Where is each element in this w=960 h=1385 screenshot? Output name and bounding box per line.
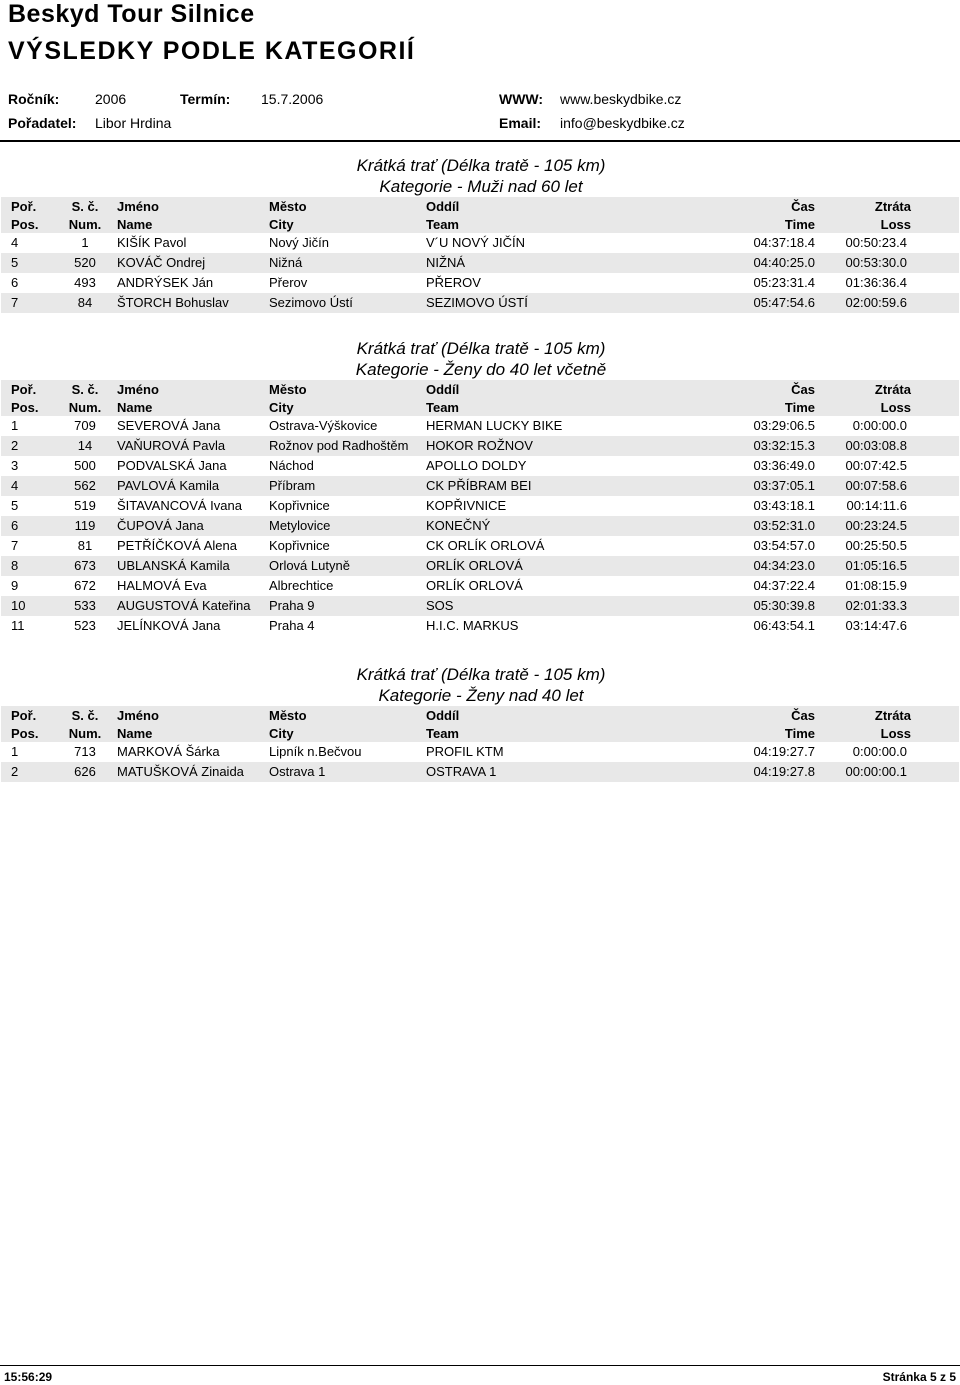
- column-header-pos: Pos.: [11, 726, 39, 741]
- column-header-city: City: [269, 726, 294, 741]
- section-title-category: Kategorie - Muži nad 60 let: [379, 177, 583, 196]
- cell-team: H.I.C. MARKUS: [426, 618, 519, 633]
- cell-loss: 0:00:00.0: [852, 744, 907, 759]
- column-header-name: Name: [117, 400, 153, 415]
- cell-name: MATUŠKOVÁ Zinaida: [117, 764, 244, 779]
- table-row: [1, 273, 959, 293]
- table-row: [1, 742, 959, 762]
- cell-name: ČUPOVÁ Jana: [117, 518, 204, 533]
- cell-loss: 00:07:58.6: [845, 478, 907, 493]
- column-header-num: S. č.: [71, 199, 99, 214]
- poradatel-label: Pořadatel:: [8, 115, 77, 131]
- cell-city: Přerov: [269, 275, 308, 290]
- cell-pos: 2: [11, 764, 19, 779]
- footer-divider: [0, 1365, 960, 1366]
- cell-pos: 5: [11, 255, 19, 270]
- table-row: [1, 233, 959, 253]
- cell-num: 709: [74, 418, 96, 433]
- cell-num: 523: [74, 618, 96, 633]
- cell-loss: 01:36:36.4: [845, 275, 907, 290]
- cell-time: 03:43:18.1: [753, 498, 815, 513]
- cell-time: 04:19:27.8: [753, 764, 815, 779]
- column-header-row: [1, 399, 959, 416]
- cell-name: VAŇUROVÁ Pavla: [117, 438, 226, 453]
- email-label: Email:: [499, 115, 542, 131]
- cell-loss: 00:00:00.1: [845, 764, 907, 779]
- cell-pos: 7: [11, 295, 19, 310]
- cell-team: ORLÍK ORLOVÁ: [426, 558, 523, 573]
- cell-team: HOKOR ROŽNOV: [426, 438, 533, 453]
- column-header-team: Team: [426, 217, 459, 232]
- cell-loss: 00:50:23.4: [845, 235, 907, 250]
- cell-time: 05:47:54.6: [753, 295, 815, 310]
- column-header-row: [1, 706, 959, 725]
- cell-city: Ostrava-Výškovice: [269, 418, 378, 433]
- column-header-row: [1, 197, 959, 216]
- cell-num: 562: [74, 478, 96, 493]
- cell-num: 713: [74, 744, 96, 759]
- column-header-pos: Poř.: [11, 708, 37, 723]
- cell-city: Ostrava 1: [269, 764, 326, 779]
- cell-team: HERMAN LUCKY BIKE: [426, 418, 563, 433]
- column-header-pos: Poř.: [11, 382, 37, 397]
- cell-loss: 00:14:11.6: [846, 498, 907, 513]
- table-row: [1, 556, 959, 576]
- column-header-row: [1, 380, 959, 399]
- column-header-pos: Poř.: [11, 199, 37, 214]
- cell-num: 626: [74, 764, 96, 779]
- column-header-num: Num.: [68, 400, 102, 415]
- section-title-track: Krátká trať (Délka tratě - 105 km): [356, 156, 606, 175]
- cell-num: 14: [77, 438, 93, 453]
- poradatel-value: Libor Hrdina: [95, 115, 172, 131]
- cell-name: PAVLOVÁ Kamila: [117, 478, 220, 493]
- cell-pos: 1: [11, 744, 19, 759]
- column-header-pos: Pos.: [11, 217, 39, 232]
- column-header-loss: Loss: [880, 726, 911, 741]
- column-header-time: Time: [784, 400, 815, 415]
- column-header-loss: Ztráta: [874, 382, 911, 397]
- cell-team: PROFIL KTM: [426, 744, 504, 759]
- cell-team: OSTRAVA 1: [426, 764, 497, 779]
- section-title-category: Kategorie - Ženy nad 40 let: [378, 686, 584, 705]
- column-header-team: Team: [426, 400, 459, 415]
- cell-team: V´U NOVÝ JIČÍN: [426, 235, 525, 250]
- cell-team: SOS: [426, 598, 454, 613]
- cell-time: 05:23:31.4: [753, 275, 815, 290]
- column-header-time: Čas: [791, 382, 815, 397]
- cell-team: ORLÍK ORLOVÁ: [426, 578, 523, 593]
- table-row: [1, 456, 959, 476]
- cell-time: 03:37:05.1: [753, 478, 815, 493]
- cell-team: APOLLO DOLDY: [426, 458, 527, 473]
- header-divider: [0, 140, 960, 142]
- cell-pos: 11: [11, 618, 25, 633]
- cell-city: Nový Jičín: [269, 235, 329, 250]
- cell-team: NIŽNÁ: [426, 255, 465, 270]
- cell-loss: 03:14:47.6: [845, 618, 907, 633]
- cell-city: Nižná: [269, 255, 303, 270]
- table-row: [1, 576, 959, 596]
- column-header-name: Name: [117, 217, 153, 232]
- column-header-num: Num.: [68, 217, 102, 232]
- column-header-city: Město: [269, 382, 307, 397]
- cell-pos: 8: [11, 558, 19, 573]
- cell-loss: 00:07:42.5: [845, 458, 907, 473]
- cell-team: SEZIMOVO ÚSTÍ: [426, 295, 528, 310]
- cell-team: CK ORLÍK ORLOVÁ: [426, 538, 545, 553]
- section-title-category: Kategorie - Ženy do 40 let včetně: [355, 360, 607, 379]
- column-header-loss: Loss: [880, 400, 911, 415]
- cell-team: KOPŘIVNICE: [426, 498, 507, 513]
- cell-city: Náchod: [269, 458, 314, 473]
- cell-loss: 00:03:08.8: [845, 438, 907, 453]
- document-subtitle: VÝSLEDKY PODLE KATEGORIÍ: [8, 37, 416, 65]
- cell-name: KIŠÍK Pavol: [117, 235, 187, 250]
- cell-num: 672: [74, 578, 96, 593]
- termin-value: 15.7.2006: [261, 91, 324, 107]
- cell-name: SEVEROVÁ Jana: [117, 418, 221, 433]
- cell-pos: 9: [11, 578, 19, 593]
- cell-pos: 3: [11, 458, 19, 473]
- cell-city: Metylovice: [269, 518, 331, 533]
- cell-num: 673: [74, 558, 96, 573]
- column-header-num: S. č.: [71, 708, 99, 723]
- cell-pos: 5: [11, 498, 19, 513]
- document-title: Beskyd Tour Silnice: [8, 0, 255, 28]
- rocnik-value: 2006: [95, 91, 127, 107]
- cell-name: MARKOVÁ Šárka: [117, 744, 220, 759]
- results-table: [1, 380, 959, 636]
- cell-city: Sezimovo Ústí: [269, 295, 353, 310]
- cell-time: 04:37:18.4: [753, 235, 815, 250]
- cell-city: Lipník n.Bečvou: [269, 744, 362, 759]
- cell-num: 119: [74, 518, 96, 533]
- cell-num: 519: [74, 498, 96, 513]
- cell-loss: 02:00:59.6: [845, 295, 907, 310]
- rocnik-label: Ročník:: [8, 91, 60, 107]
- cell-num: 81: [77, 538, 93, 553]
- column-header-city: City: [269, 400, 294, 415]
- cell-time: 03:54:57.0: [753, 538, 815, 553]
- table-row: [1, 496, 959, 516]
- column-header-name: Name: [117, 726, 153, 741]
- cell-pos: 4: [11, 478, 19, 493]
- column-header-time: Time: [784, 217, 815, 232]
- cell-time: 03:36:49.0: [753, 458, 815, 473]
- page-number: Stránka 5 z 5: [882, 1370, 956, 1384]
- column-header-name: Jméno: [117, 382, 159, 397]
- column-header-time: Time: [784, 726, 815, 741]
- cell-city: Orlová Lutyně: [269, 558, 350, 573]
- section-title-track: Krátká trať (Délka tratě - 105 km): [356, 665, 606, 684]
- cell-loss: 00:25:50.5: [845, 538, 907, 553]
- cell-loss: 0:00:00.0: [852, 418, 907, 433]
- cell-city: Rožnov pod Radhoštěm: [269, 438, 409, 453]
- column-header-name: Jméno: [117, 708, 159, 723]
- cell-num: 520: [74, 255, 96, 270]
- cell-name: ŠITAVANCOVÁ Ivana: [117, 498, 242, 513]
- column-header-team: Team: [426, 726, 459, 741]
- cell-loss: 02:01:33.3: [845, 598, 907, 613]
- table-row: [1, 476, 959, 496]
- cell-loss: 00:23:24.5: [845, 518, 907, 533]
- cell-team: PŘEROV: [426, 275, 481, 290]
- cell-time: 04:40:25.0: [753, 255, 815, 270]
- cell-time: 05:30:39.8: [753, 598, 815, 613]
- column-header-loss: Ztráta: [874, 199, 911, 214]
- cell-city: Kopřivnice: [269, 538, 330, 553]
- table-row: [1, 253, 959, 273]
- cell-city: Praha 4: [269, 618, 315, 633]
- cell-name: ŠTORCH Bohuslav: [117, 295, 229, 310]
- results-table: [1, 197, 959, 313]
- cell-team: KONEČNÝ: [426, 518, 491, 533]
- column-header-loss: Ztráta: [874, 708, 911, 723]
- cell-pos: 6: [11, 275, 19, 290]
- column-header-num: Num.: [68, 726, 102, 741]
- cell-time: 06:43:54.1: [753, 618, 815, 633]
- cell-city: Albrechtice: [269, 578, 334, 593]
- cell-time: 03:52:31.0: [753, 518, 815, 533]
- column-header-time: Čas: [791, 199, 815, 214]
- cell-city: Příbram: [269, 478, 316, 493]
- table-row: [1, 516, 959, 536]
- cell-pos: 4: [11, 235, 19, 250]
- email-link[interactable]: info@beskydbike.cz: [560, 115, 685, 131]
- section-muzi-nad-60: [0, 155, 960, 313]
- column-header-row: [1, 216, 959, 233]
- cell-num: 84: [77, 295, 93, 310]
- column-header-city: Město: [269, 199, 307, 214]
- termin-label: Termín:: [180, 91, 231, 107]
- cell-name: AUGUSTOVÁ Kateřina: [117, 598, 251, 613]
- section-zeny-nad-40: [0, 664, 960, 782]
- cell-name: ANDRÝSEK Ján: [117, 275, 214, 290]
- cell-time: 03:29:06.5: [753, 418, 815, 433]
- column-header-team: Oddíl: [426, 382, 460, 397]
- column-header-row: [1, 725, 959, 742]
- print-time: 15:56:29: [4, 1370, 53, 1384]
- table-row: [1, 616, 959, 636]
- column-header-time: Čas: [791, 708, 815, 723]
- table-row: [1, 293, 959, 313]
- cell-name: HALMOVÁ Eva: [117, 578, 207, 593]
- column-header-num: S. č.: [71, 382, 99, 397]
- cell-name: PETŘÍČKOVÁ Alena: [117, 538, 237, 553]
- cell-pos: 6: [11, 518, 19, 533]
- www-link[interactable]: www.beskydbike.cz: [560, 91, 682, 107]
- cell-num: 1: [81, 235, 89, 250]
- results-table: [1, 706, 959, 782]
- section-title-track: Krátká trať (Délka tratě - 105 km): [356, 339, 606, 358]
- cell-name: KOVÁČ Ondrej: [117, 255, 206, 270]
- section-zeny-do-40: [0, 338, 960, 636]
- cell-num: 533: [74, 598, 96, 613]
- cell-loss: 01:08:15.9: [845, 578, 907, 593]
- column-header-team: Oddíl: [426, 199, 460, 214]
- column-header-pos: Pos.: [11, 400, 39, 415]
- table-row: [1, 416, 959, 436]
- cell-city: Kopřivnice: [269, 498, 330, 513]
- cell-name: JELÍNKOVÁ Jana: [117, 618, 221, 633]
- cell-time: 04:19:27.7: [753, 744, 815, 759]
- cell-loss: 00:53:30.0: [845, 255, 907, 270]
- column-header-city: Město: [269, 708, 307, 723]
- cell-loss: 01:05:16.5: [845, 558, 907, 573]
- table-row: [1, 762, 959, 782]
- cell-team: CK PŘÍBRAM BEI: [426, 478, 532, 493]
- column-header-city: City: [269, 217, 294, 232]
- www-label: WWW:: [499, 91, 544, 107]
- cell-time: 04:37:22.4: [753, 578, 815, 593]
- cell-pos: 7: [11, 538, 19, 553]
- cell-time: 03:32:15.3: [753, 438, 815, 453]
- cell-pos: 1: [11, 418, 19, 433]
- column-header-name: Jméno: [117, 199, 159, 214]
- table-row: [1, 436, 959, 456]
- cell-name: PODVALSKÁ Jana: [117, 458, 227, 473]
- column-header-team: Oddíl: [426, 708, 460, 723]
- cell-num: 493: [74, 275, 96, 290]
- cell-city: Praha 9: [269, 598, 315, 613]
- column-header-loss: Loss: [880, 217, 911, 232]
- table-row: [1, 596, 959, 616]
- cell-name: UBLANSKÁ Kamila: [117, 558, 230, 573]
- table-row: [1, 536, 959, 556]
- cell-pos: 10: [11, 598, 26, 613]
- cell-time: 04:34:23.0: [753, 558, 815, 573]
- cell-pos: 2: [11, 438, 19, 453]
- cell-num: 500: [74, 458, 96, 473]
